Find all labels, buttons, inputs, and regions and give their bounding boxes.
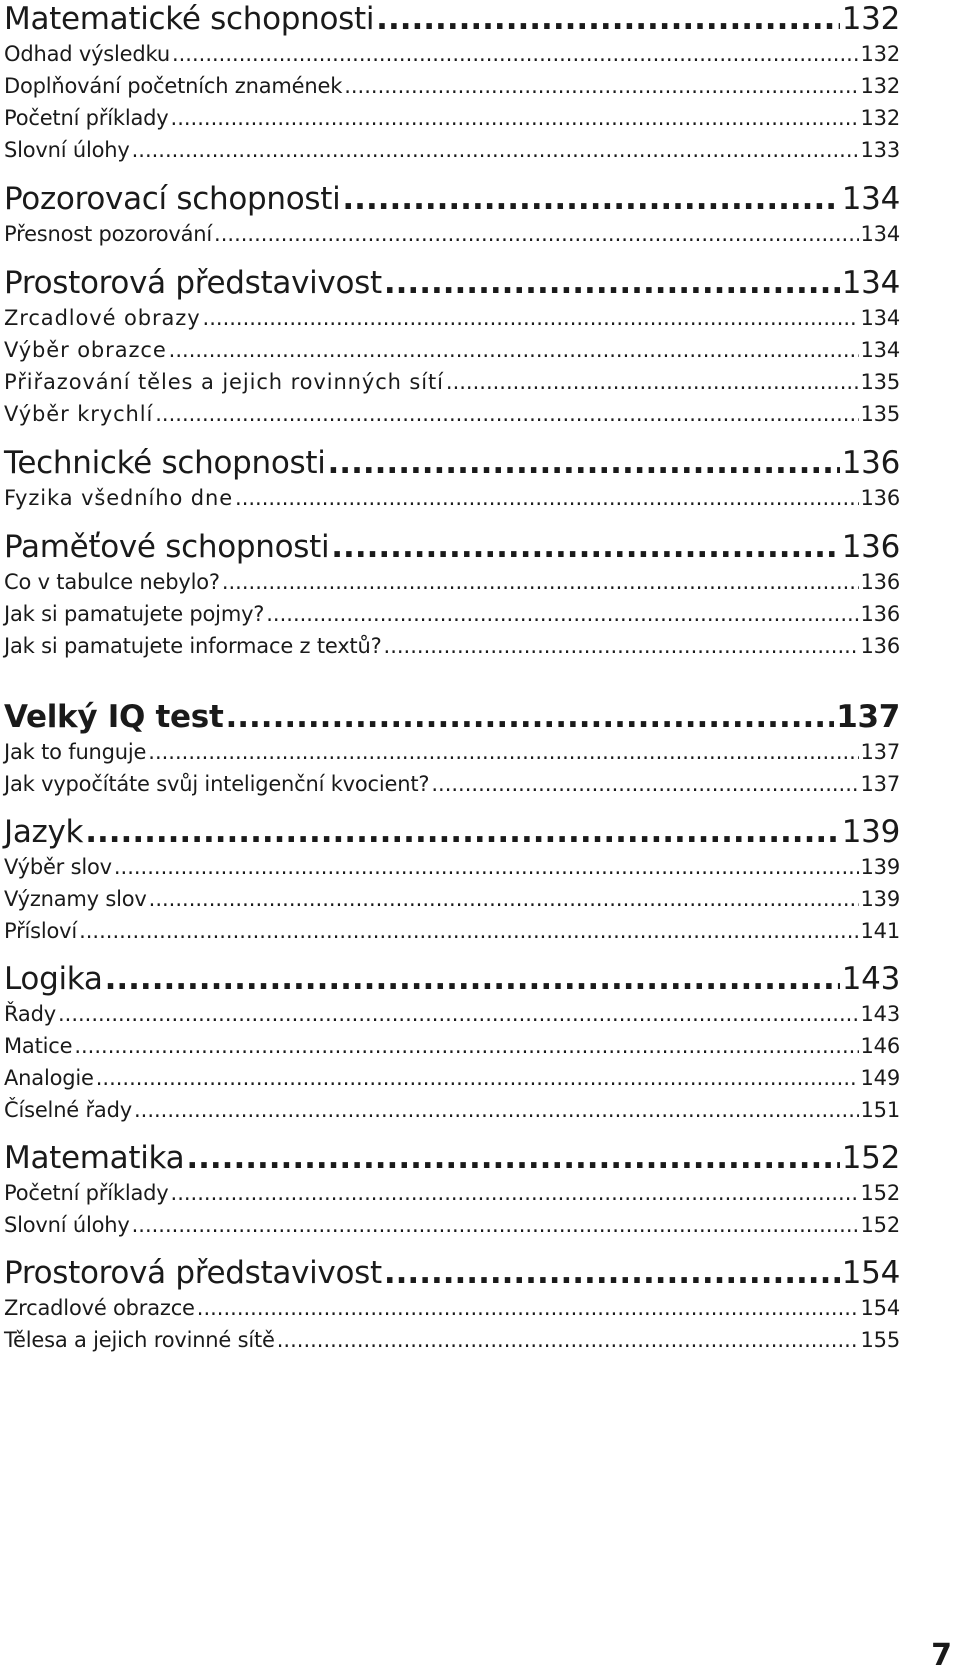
entry-title: Slovní úlohy	[4, 1213, 130, 1237]
entry-title: Přesnost pozorování	[4, 222, 213, 246]
entry-title: Výběr slov	[4, 855, 112, 879]
dot-leader	[203, 302, 859, 334]
toc-section-heading[interactable]	[4, 264, 900, 302]
dot-leader	[149, 883, 859, 915]
entry-title: Početní příklady	[4, 106, 169, 130]
dot-leader	[132, 1209, 859, 1241]
entry-page: 134	[860, 222, 900, 246]
section-title: Matematické schopnosti	[4, 1, 375, 37]
section-title: Paměťové schopnosti	[4, 529, 330, 565]
entry-page: 143	[860, 1002, 900, 1026]
toc-section-heading[interactable]	[4, 813, 900, 851]
dot-leader	[342, 180, 839, 218]
toc-entry[interactable]	[4, 70, 900, 102]
entry-page: 135	[860, 370, 900, 394]
section-title: Prostorová představivost	[4, 1255, 382, 1291]
toc-entry[interactable]	[4, 736, 900, 768]
entry-page: 135	[860, 402, 900, 426]
dot-leader	[155, 398, 858, 430]
section-page: 132	[841, 1, 900, 37]
entry-title: Číselné řady	[4, 1098, 132, 1122]
entry-page: 139	[860, 887, 900, 911]
dot-leader	[172, 38, 859, 70]
entry-page: 146	[860, 1034, 900, 1058]
toc-entry[interactable]	[4, 883, 900, 915]
dot-leader	[222, 566, 859, 598]
toc-entry[interactable]	[4, 398, 900, 430]
toc-entry[interactable]	[4, 1292, 900, 1324]
entry-page: 155	[860, 1328, 900, 1352]
entry-title: Tělesa a jejich rovinné sítě	[4, 1328, 275, 1352]
toc-section	[4, 1254, 900, 1356]
dot-leader	[384, 1254, 840, 1292]
entry-page: 132	[860, 74, 900, 98]
entry-title: Početní příklady	[4, 1181, 169, 1205]
section-page: 152	[841, 1140, 900, 1176]
dot-leader	[431, 768, 858, 800]
entry-title: Slovní úlohy	[4, 138, 130, 162]
section-title: Prostorová představivost	[4, 265, 382, 301]
dot-leader	[105, 960, 840, 998]
dot-leader	[58, 998, 859, 1030]
entry-page: 136	[860, 486, 900, 510]
toc-entry[interactable]	[4, 566, 900, 598]
entry-page: 152	[860, 1181, 900, 1205]
toc-section	[4, 813, 900, 947]
entry-title: Jak vypočítáte svůj inteligenční kvocient?	[4, 772, 430, 796]
toc-entry[interactable]	[4, 1094, 900, 1126]
toc-entry[interactable]	[4, 1177, 900, 1209]
toc-section	[4, 180, 900, 250]
entry-title: Co v tabulce nebylo?	[4, 570, 220, 594]
dot-leader	[344, 70, 858, 102]
toc-entry[interactable]	[4, 851, 900, 883]
entry-page: 136	[860, 602, 900, 626]
dot-leader	[328, 444, 840, 482]
toc-section	[4, 264, 900, 430]
dot-leader	[79, 915, 858, 947]
entry-page: 137	[860, 740, 900, 764]
toc-section-heading[interactable]	[4, 180, 900, 218]
entry-page: 149	[860, 1066, 900, 1090]
entry-title: Výběr krychlí	[4, 402, 154, 426]
dot-leader	[134, 1094, 859, 1126]
dot-leader	[85, 813, 840, 851]
toc-entry[interactable]	[4, 1062, 900, 1094]
entry-page: 136	[860, 570, 900, 594]
entry-title: Analogie	[4, 1066, 94, 1090]
toc-entry[interactable]	[4, 598, 900, 630]
entry-title: Přiřazování těles a jejich rovinných sítí	[4, 370, 444, 394]
toc-entry[interactable]	[4, 998, 900, 1030]
dot-leader	[446, 366, 859, 398]
toc-entry[interactable]	[4, 1209, 900, 1241]
toc-entry[interactable]	[4, 366, 900, 398]
entry-title: Výběr obrazce	[4, 338, 167, 362]
section-page: 136	[841, 445, 900, 481]
entry-title: Zrcadlové obrazce	[4, 1296, 195, 1320]
entry-page: 151	[860, 1098, 900, 1122]
entry-page: 136	[860, 634, 900, 658]
toc-entry[interactable]	[4, 218, 900, 250]
section-page: 134	[841, 181, 900, 217]
toc-section-heading[interactable]	[4, 698, 900, 736]
entry-page: 137	[860, 772, 900, 796]
toc-entry[interactable]	[4, 1324, 900, 1356]
toc-section	[4, 1139, 900, 1241]
entry-title: Zrcadlové obrazy	[4, 306, 201, 330]
dot-leader	[214, 218, 858, 250]
entry-page: 132	[860, 42, 900, 66]
section-page: 136	[841, 529, 900, 565]
toc-section	[4, 698, 900, 800]
entry-title: Významy slov	[4, 887, 147, 911]
entry-page: 154	[860, 1296, 900, 1320]
dot-leader	[169, 334, 859, 366]
section-page: 139	[841, 814, 900, 850]
dot-leader	[225, 698, 834, 736]
toc-entry[interactable]	[4, 768, 900, 800]
page-number: 7	[931, 1638, 952, 1673]
toc-entry[interactable]	[4, 915, 900, 947]
toc-section-heading[interactable]	[4, 0, 900, 38]
entry-title: Jak si pamatujete informace z textů?	[4, 634, 382, 658]
section-title: Velký IQ test	[4, 699, 224, 735]
entry-page: 141	[860, 919, 900, 943]
entry-title: Řady	[4, 1002, 56, 1026]
section-page: 137	[836, 699, 900, 735]
entry-title: Odhad výsledku	[4, 42, 170, 66]
entry-page: 133	[860, 138, 900, 162]
entry-title: Přísloví	[4, 919, 78, 943]
dot-leader	[331, 528, 839, 566]
section-title: Matematika	[4, 1140, 185, 1176]
section-page: 143	[841, 961, 900, 997]
toc-entry[interactable]	[4, 102, 900, 134]
entry-title: Jak si pamatujete pojmy?	[4, 602, 265, 626]
toc-section-heading[interactable]	[4, 444, 900, 482]
entry-page: 132	[860, 106, 900, 130]
toc-section	[4, 444, 900, 514]
entry-title: Jak to funguje	[4, 740, 147, 764]
dot-leader	[148, 736, 858, 768]
dot-leader	[197, 1292, 859, 1324]
table-of-contents	[4, 0, 900, 1356]
entry-title: Doplňování početních znamének	[4, 74, 343, 98]
dot-leader	[96, 1062, 859, 1094]
toc-entry[interactable]	[4, 630, 900, 662]
dot-leader	[171, 102, 859, 134]
toc-section-heading[interactable]	[4, 528, 900, 566]
toc-section-heading[interactable]	[4, 960, 900, 998]
section-title: Logika	[4, 961, 103, 997]
dot-leader	[235, 482, 858, 514]
toc-section-heading[interactable]	[4, 1139, 900, 1177]
dot-leader	[266, 598, 858, 630]
toc-section	[4, 960, 900, 1126]
toc-entry[interactable]	[4, 1030, 900, 1062]
section-title: Jazyk	[4, 814, 84, 850]
section-title: Pozorovací schopnosti	[4, 181, 341, 217]
toc-section-heading[interactable]	[4, 1254, 900, 1292]
toc-entry[interactable]	[4, 482, 900, 514]
section-page: 134	[841, 265, 900, 301]
section-page: 154	[841, 1255, 900, 1291]
dot-leader	[384, 630, 859, 662]
entry-page: 152	[860, 1213, 900, 1237]
dot-leader	[186, 1139, 839, 1177]
toc-entry[interactable]	[4, 38, 900, 70]
dot-leader	[171, 1177, 859, 1209]
entry-page: 139	[860, 855, 900, 879]
toc-entry[interactable]	[4, 334, 900, 366]
entry-title: Fyzika všedního dne	[4, 486, 234, 510]
entry-page: 134	[860, 306, 900, 330]
toc-entry[interactable]	[4, 134, 900, 166]
dot-leader	[132, 134, 859, 166]
toc-section	[4, 0, 900, 166]
toc-section	[4, 528, 900, 662]
dot-leader	[74, 1030, 858, 1062]
toc-entry[interactable]	[4, 302, 900, 334]
dot-leader	[384, 264, 840, 302]
dot-leader	[114, 851, 859, 883]
dot-leader	[277, 1324, 859, 1356]
section-title: Technické schopnosti	[4, 445, 326, 481]
entry-title: Matice	[4, 1034, 73, 1058]
entry-page: 134	[860, 338, 900, 362]
dot-leader	[376, 0, 840, 38]
